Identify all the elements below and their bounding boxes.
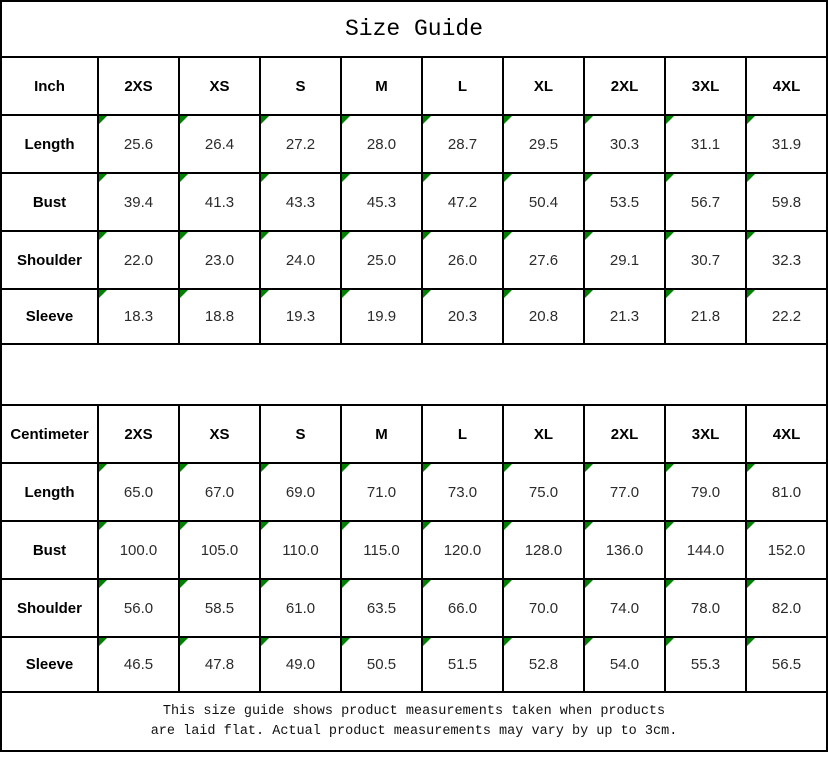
size-value-cell [584, 173, 665, 231]
size-value-cell [98, 115, 179, 173]
size-value: 24.0 [285, 251, 316, 269]
table-row [1, 289, 827, 344]
size-value: 110.0 [282, 541, 319, 559]
size-value: 53.5 [609, 193, 640, 211]
row-label-sleeve: Sleeve [1, 637, 98, 692]
size-column-header-xl: XL [503, 405, 584, 463]
size-value: 49.0 [285, 656, 316, 673]
row-label-length: Length [1, 463, 98, 521]
size-value-cell [98, 231, 179, 289]
table-row [1, 463, 827, 521]
size-value-cell [746, 579, 827, 637]
corner-marker-icon [504, 174, 512, 182]
size-value-cell [503, 115, 584, 173]
size-value-cell [584, 231, 665, 289]
footer-note-line: This size guide shows product measurements taken when products [162, 703, 666, 719]
size-value: 29.5 [528, 135, 559, 153]
size-value-cell [503, 289, 584, 344]
size-value: 65.0 [123, 483, 154, 501]
corner-marker-icon [99, 522, 107, 530]
size-value: 136.0 [605, 541, 644, 559]
size-value-cell [341, 115, 422, 173]
size-column-header-3xl: 3XL [665, 405, 746, 463]
size-value-cell [665, 173, 746, 231]
size-value-cell [422, 289, 503, 344]
size-value: 59.8 [771, 193, 802, 211]
corner-marker-icon [180, 116, 188, 124]
size-column-header-l: L [422, 405, 503, 463]
size-value: 69.0 [285, 483, 316, 501]
size-value-cell [746, 521, 827, 579]
corner-marker-icon [180, 638, 188, 646]
corner-marker-icon [747, 464, 755, 472]
corner-marker-icon [423, 174, 431, 182]
size-value-cell [746, 173, 827, 231]
corner-marker-icon [342, 580, 350, 588]
size-value-cell [179, 463, 260, 521]
size-value-cell [584, 289, 665, 344]
footer-note-cell [1, 692, 827, 751]
corner-marker-icon [666, 116, 674, 124]
size-value-cell [665, 289, 746, 344]
size-value: 22.2 [771, 308, 802, 325]
size-value: 22.0 [123, 251, 154, 269]
corner-marker-icon [423, 464, 431, 472]
corner-marker-icon [504, 116, 512, 124]
size-column-header-xs: XS [179, 57, 260, 115]
size-value-cell [341, 463, 422, 521]
corner-marker-icon [99, 174, 107, 182]
size-value-cell [665, 521, 746, 579]
footer-note [1, 692, 827, 751]
size-value: 31.1 [690, 135, 721, 153]
size-value: 58.5 [204, 599, 235, 617]
corner-marker-icon [423, 580, 431, 588]
size-value-cell [665, 231, 746, 289]
size-column-header-m: M [341, 405, 422, 463]
row-label-bust: Bust [1, 173, 98, 231]
size-value-cell [98, 173, 179, 231]
footer-note-line: are laid flat. Actual product measurements may vary by up to 3cm. [150, 723, 678, 739]
size-value-cell [746, 637, 827, 692]
corner-marker-icon [747, 232, 755, 240]
size-value: 30.7 [690, 251, 721, 269]
size-value-cell [665, 637, 746, 692]
size-value: 31.9 [771, 135, 802, 153]
corner-marker-icon [180, 232, 188, 240]
size-value: 27.6 [528, 251, 559, 269]
size-value: 115.0 [363, 541, 400, 559]
size-value-cell [746, 115, 827, 173]
size-value: 26.0 [447, 251, 478, 269]
size-value: 71.0 [366, 483, 397, 501]
size-value: 39.4 [123, 193, 154, 211]
corner-marker-icon [666, 232, 674, 240]
corner-marker-icon [423, 522, 431, 530]
corner-marker-icon [261, 464, 269, 472]
corner-marker-icon [504, 522, 512, 530]
size-value: 52.8 [528, 656, 559, 673]
size-value: 67.0 [204, 483, 235, 501]
size-value-cell [422, 173, 503, 231]
size-value: 55.3 [690, 656, 721, 673]
corner-marker-icon [180, 174, 188, 182]
size-value-cell [260, 637, 341, 692]
size-value: 21.3 [609, 308, 640, 325]
size-value-cell [503, 173, 584, 231]
size-value: 28.7 [447, 135, 478, 153]
size-value-cell [746, 231, 827, 289]
size-value: 73.0 [447, 483, 478, 501]
size-column-header-m: M [341, 57, 422, 115]
corner-marker-icon [99, 232, 107, 240]
corner-marker-icon [342, 464, 350, 472]
size-value-cell [179, 115, 260, 173]
corner-marker-icon [423, 116, 431, 124]
size-value-cell [503, 521, 584, 579]
corner-marker-icon [504, 580, 512, 588]
size-value-cell [98, 463, 179, 521]
inch-header-row [1, 57, 827, 115]
row-label-shoulder: Shoulder [1, 231, 98, 289]
corner-marker-icon [99, 464, 107, 472]
corner-marker-icon [99, 638, 107, 646]
size-value-cell [341, 289, 422, 344]
corner-marker-icon [423, 290, 431, 298]
corner-marker-icon [261, 638, 269, 646]
corner-marker-icon [747, 116, 755, 124]
size-value-cell [179, 637, 260, 692]
size-value: 30.3 [609, 135, 640, 153]
size-value: 29.1 [609, 251, 640, 269]
size-value-cell [422, 231, 503, 289]
size-value: 25.0 [366, 251, 397, 269]
corner-marker-icon [585, 116, 593, 124]
corner-marker-icon [423, 232, 431, 240]
size-column-header-4xl: 4XL [746, 405, 827, 463]
corner-marker-icon [585, 522, 593, 530]
table-row [1, 579, 827, 637]
size-value-cell [584, 637, 665, 692]
corner-marker-icon [747, 638, 755, 646]
size-value-cell [503, 637, 584, 692]
size-column-header-4xl: 4XL [746, 57, 827, 115]
size-value-cell [746, 463, 827, 521]
size-value: 45.3 [366, 193, 397, 211]
size-value-cell [746, 289, 827, 344]
size-value: 20.8 [528, 308, 559, 325]
corner-marker-icon [180, 580, 188, 588]
unit-header-centimeter: Centimeter [1, 405, 98, 463]
size-value-cell [260, 115, 341, 173]
size-value: 63.5 [366, 599, 397, 617]
size-value: 56.7 [690, 193, 721, 211]
size-guide-title: Size Guide [1, 1, 827, 57]
size-value-cell [260, 521, 341, 579]
size-value: 18.3 [123, 308, 154, 325]
size-value: 82.0 [771, 599, 802, 617]
size-value: 77.0 [609, 483, 640, 501]
size-value-cell [98, 637, 179, 692]
corner-marker-icon [585, 174, 593, 182]
row-label-length: Length [1, 115, 98, 173]
size-value-cell [260, 231, 341, 289]
size-value: 27.2 [285, 135, 316, 153]
centimeter-header-row [1, 405, 827, 463]
corner-marker-icon [585, 232, 593, 240]
table-row [1, 231, 827, 289]
corner-marker-icon [585, 580, 593, 588]
size-value-cell [503, 231, 584, 289]
size-value-cell [422, 115, 503, 173]
corner-marker-icon [747, 174, 755, 182]
corner-marker-icon [504, 464, 512, 472]
table-row [1, 637, 827, 692]
size-value: 105.0 [200, 541, 239, 559]
size-value-cell [584, 521, 665, 579]
size-value: 50.4 [528, 193, 559, 211]
size-value-cell [503, 463, 584, 521]
corner-marker-icon [585, 464, 593, 472]
corner-marker-icon [666, 638, 674, 646]
size-column-header-2xl: 2XL [584, 405, 665, 463]
size-value: 66.0 [447, 599, 478, 617]
size-column-header-s: S [260, 405, 341, 463]
size-value-cell [422, 521, 503, 579]
corner-marker-icon [747, 580, 755, 588]
size-value: 47.2 [447, 193, 478, 211]
corner-marker-icon [504, 232, 512, 240]
size-value-cell [665, 115, 746, 173]
size-column-header-2xs: 2XS [98, 405, 179, 463]
corner-marker-icon [342, 232, 350, 240]
corner-marker-icon [504, 638, 512, 646]
size-column-header-l: L [422, 57, 503, 115]
size-value: 47.8 [204, 656, 235, 673]
corner-marker-icon [666, 522, 674, 530]
size-value-cell [260, 289, 341, 344]
corner-marker-icon [261, 580, 269, 588]
corner-marker-icon [666, 464, 674, 472]
size-value-cell [584, 115, 665, 173]
size-value-cell [98, 289, 179, 344]
size-value-cell [98, 521, 179, 579]
size-value-cell [179, 173, 260, 231]
size-value-cell [179, 289, 260, 344]
unit-header-inch: Inch [1, 57, 98, 115]
size-value-cell [341, 579, 422, 637]
corner-marker-icon [666, 290, 674, 298]
corner-marker-icon [666, 580, 674, 588]
corner-marker-icon [585, 638, 593, 646]
row-label-sleeve: Sleeve [1, 289, 98, 344]
corner-marker-icon [99, 290, 107, 298]
size-value: 19.3 [285, 308, 316, 325]
size-value: 56.5 [771, 656, 802, 673]
size-value-cell [422, 463, 503, 521]
row-label-bust: Bust [1, 521, 98, 579]
size-value: 18.8 [204, 308, 235, 325]
size-value: 19.9 [366, 308, 397, 325]
size-value-cell [260, 579, 341, 637]
table-row [1, 115, 827, 173]
corner-marker-icon [261, 116, 269, 124]
size-value-cell [341, 173, 422, 231]
corner-marker-icon [585, 290, 593, 298]
size-value: 74.0 [609, 599, 640, 617]
size-column-header-2xl: 2XL [584, 57, 665, 115]
size-value-cell [341, 637, 422, 692]
size-column-header-2xs: 2XS [98, 57, 179, 115]
size-value: 46.5 [123, 656, 154, 673]
size-value: 70.0 [528, 599, 559, 617]
size-value: 54.0 [609, 656, 640, 673]
size-value-cell [179, 521, 260, 579]
size-value-cell [665, 463, 746, 521]
size-value-cell [584, 463, 665, 521]
size-value-cell [584, 579, 665, 637]
size-column-header-3xl: 3XL [665, 57, 746, 115]
corner-marker-icon [666, 174, 674, 182]
size-value: 79.0 [690, 483, 721, 501]
size-value-cell [98, 579, 179, 637]
size-value: 120.0 [443, 541, 482, 559]
size-value-cell [179, 231, 260, 289]
corner-marker-icon [261, 522, 269, 530]
corner-marker-icon [342, 290, 350, 298]
size-value-cell [665, 579, 746, 637]
size-value: 25.6 [123, 135, 154, 153]
corner-marker-icon [180, 290, 188, 298]
size-value: 21.8 [690, 308, 721, 325]
size-value-cell [260, 173, 341, 231]
table-row [1, 173, 827, 231]
corner-marker-icon [504, 290, 512, 298]
size-value: 51.5 [447, 656, 478, 673]
size-value: 128.0 [524, 541, 563, 559]
corner-marker-icon [747, 522, 755, 530]
size-value: 43.3 [285, 193, 316, 211]
size-value: 56.0 [123, 599, 154, 617]
size-value: 144.0 [686, 541, 725, 559]
size-value-cell [422, 637, 503, 692]
corner-marker-icon [342, 116, 350, 124]
size-value: 23.0 [204, 251, 235, 269]
corner-marker-icon [342, 638, 350, 646]
size-column-header-xs: XS [179, 405, 260, 463]
size-column-header-s: S [260, 57, 341, 115]
size-value-cell [422, 579, 503, 637]
corner-marker-icon [261, 290, 269, 298]
size-column-header-xl: XL [503, 57, 584, 115]
corner-marker-icon [99, 116, 107, 124]
corner-marker-icon [261, 174, 269, 182]
row-label-shoulder: Shoulder [1, 579, 98, 637]
corner-marker-icon [180, 464, 188, 472]
size-value: 81.0 [771, 483, 802, 501]
size-value: 41.3 [204, 193, 235, 211]
size-value: 26.4 [204, 135, 235, 153]
table-row [1, 521, 827, 579]
corner-marker-icon [423, 638, 431, 646]
corner-marker-icon [180, 522, 188, 530]
corner-marker-icon [342, 174, 350, 182]
corner-marker-icon [342, 522, 350, 530]
size-value: 75.0 [528, 483, 559, 501]
spacer-cell [1, 344, 827, 405]
corner-marker-icon [261, 232, 269, 240]
size-value: 152.0 [767, 541, 806, 559]
size-value: 28.0 [366, 135, 397, 153]
size-value: 61.0 [285, 599, 316, 617]
size-value: 20.3 [447, 308, 478, 325]
size-value-cell [260, 463, 341, 521]
corner-marker-icon [99, 580, 107, 588]
table-spacer [1, 344, 827, 405]
size-value-cell [503, 579, 584, 637]
size-value-cell [179, 579, 260, 637]
size-value: 100.0 [119, 541, 158, 559]
size-value-cell [341, 521, 422, 579]
size-value: 50.5 [366, 656, 397, 673]
size-value: 32.3 [771, 251, 802, 269]
corner-marker-icon [747, 290, 755, 298]
size-value: 78.0 [690, 599, 721, 617]
size-value-cell [341, 231, 422, 289]
